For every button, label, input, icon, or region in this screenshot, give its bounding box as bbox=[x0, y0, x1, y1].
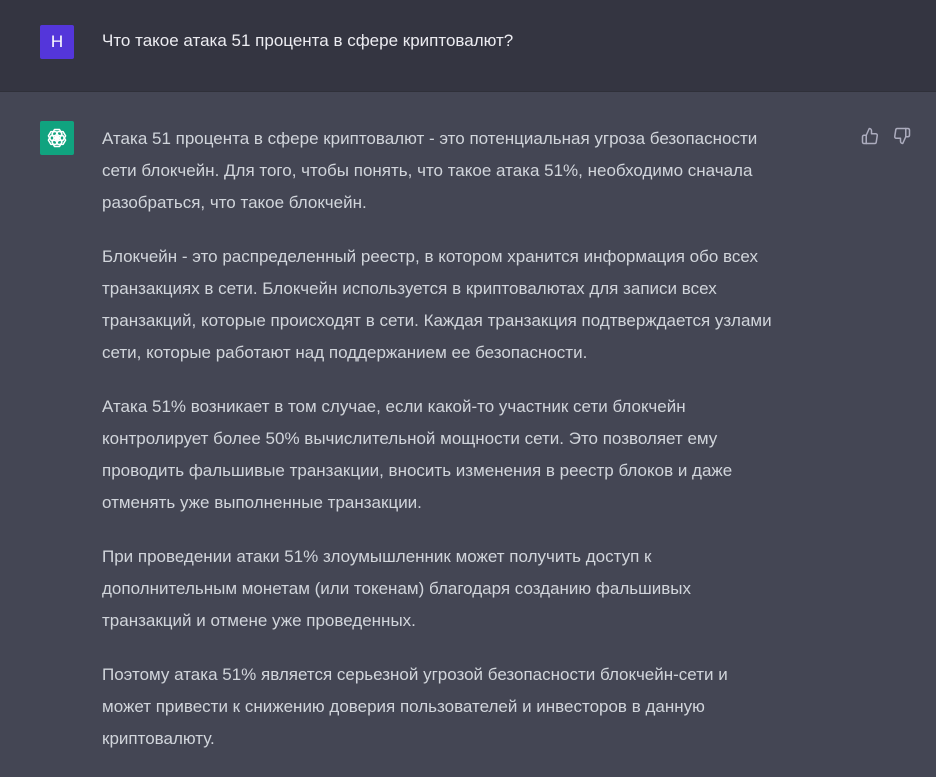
answer-paragraph: Атака 51% возникает в том случае, если какой-то участник сети блокчейн контролирует более 50% вычислительной мощности сети. Это позволяет ему проводить фальшивые транзакции, вносить изменения в реестр блоков и даже отменять уже выполненные транзакции. bbox=[102, 397, 733, 512]
answer-paragraph: Атака 51 процента в сфере криптовалют - это потенциальная угроза безопасности сети блокчейн. Для того, чтобы понять, что такое атака 51%, необходимо сначала разобраться, что такое блокчейн. bbox=[102, 129, 758, 212]
assistant-message-row bbox=[0, 92, 936, 756]
thumbs-down-icon bbox=[893, 127, 911, 145]
thumbs-up-icon bbox=[861, 127, 879, 145]
answer-paragraph: При проведении атаки 51% злоумышленник может получить доступ к дополнительным монетам (или токенам) благодаря созданию фальшивых транзакций и отмене уже проведенных. bbox=[102, 547, 691, 630]
thumbs-down-button[interactable] bbox=[891, 125, 913, 147]
assistant-answer bbox=[102, 123, 842, 777]
openai-logo-icon bbox=[45, 126, 69, 150]
answer-paragraph: Блокчейн - это распределенный реестр, в котором хранится информация обо всех транзакциях в сети. Блокчейн используется в криптовалютах для записи всех транзакций, которые происходят в сети. Каждая транзакция подтверждается узлами сети, которые работают над поддержанием ее безопасности. bbox=[102, 247, 772, 362]
user-message-row bbox=[0, 0, 936, 92]
user-message-text: Что такое атака 51 процента в сфере криптовалют? bbox=[102, 31, 514, 50]
assistant-avatar bbox=[40, 121, 74, 155]
answer-paragraph: Поэтому атака 51% является серьезной угрозой безопасности блокчейн-сети и может привести к снижению доверия пользователей и инвесторов в данную криптовалюту. bbox=[102, 665, 728, 748]
user-avatar: H bbox=[40, 25, 74, 59]
thumbs-up-button[interactable] bbox=[859, 125, 881, 147]
